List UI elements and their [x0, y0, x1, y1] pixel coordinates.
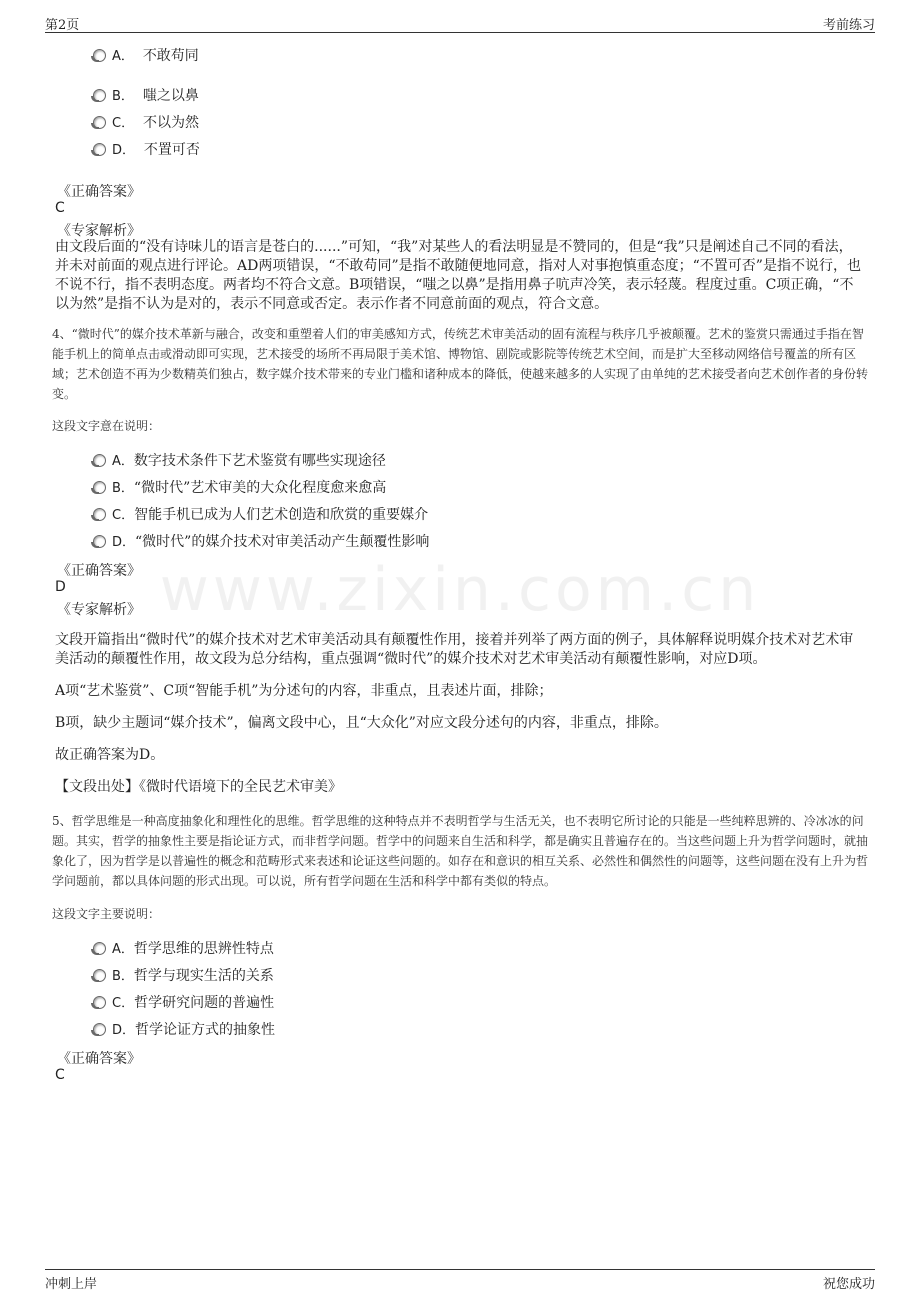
q4-answer-label: 《正确答案》: [57, 563, 141, 579]
footer-right: 祝您成功: [822, 1277, 875, 1292]
radio-icon[interactable]: [93, 89, 106, 102]
q4-option-a[interactable]: A．数字技术条件下艺术鉴赏有哪些实现途径: [93, 451, 386, 471]
radio-icon[interactable]: [93, 116, 106, 129]
q4-analysis-paragraph: 文段开篇指出“微时代”的媒介技术对艺术审美活动具有颠覆性作用，接着并列举了两方面的例子，具体解释说明媒介技术对艺术审美活动的颠覆性作用，故文段为总分结构，重点强调“微时代”的媒介技术对艺术审美活动有颠覆性影响，对应D项。: [55, 632, 854, 667]
footer-left: 冲刺上岸: [45, 1277, 98, 1292]
q5-prompt: 这段文字主要说明：: [52, 907, 161, 921]
q5-option-d[interactable]: D．哲学论证方式的抽象性: [93, 1020, 275, 1040]
q3-option-d[interactable]: D． 不置可否: [93, 140, 200, 160]
q4-answer: D: [55, 579, 66, 595]
page-number: 第2页: [45, 18, 80, 33]
q5-answer: C: [55, 1067, 65, 1083]
q3-option-a[interactable]: A． 不敢苟同: [93, 46, 199, 66]
q4-question-text: 4、“微时代”的媒介技术革新与融合，改变和重塑着人们的审美感知方式，传统艺术审美活动的固有流程与秩序几乎被颠覆。艺术的鉴赏只需通过手指在智能手机上的简单点击或滑动即可实现，艺术接受的场所不再局限于美术馆、博物馆、剧院或影院等传统艺术空间，而是扩大至移动网络信号覆盖的所有区域；艺术创造不再为少数精英们独占，数字媒介技术带来的专业门槛和诸种成本的降低，使越来越多的人实现了由单纯的艺术接受者向艺术创作者的身份转变。: [52, 327, 869, 401]
page-header: [45, 12, 875, 33]
q3-analysis: 由文段后面的“没有诗味儿的语言是苍白的......”可知，“我”对某些人的看法明显是不赞同的，但是“我”只是阐述自己不同的看法，并未对前面的观点进行评论。AD两项错误，“不敢苟同”是指不敢随便地同意，指对人对事抱慎重态度；“不置可否”是指不说行，也不说不行，指不表明态度。两者均不符合文意。B项错误，“嗤之以鼻”是指用鼻子吭声冷笑，表示轻蔑。程度过重。C项正确，“不以为然”是指不认为是对的，表示不同意或否定。表示作者不同意前面的观点，符合文意。: [55, 239, 861, 312]
q3-answer-label: 《正确答案》: [57, 184, 141, 200]
radio-icon[interactable]: [93, 996, 106, 1009]
radio-icon[interactable]: [93, 481, 106, 494]
q3-analysis-label: 《专家解析》: [57, 223, 141, 239]
q3-answer: C: [55, 200, 65, 216]
q5-option-b[interactable]: B．哲学与现实生活的关系: [93, 966, 274, 986]
header-title: 考前练习: [822, 18, 875, 33]
q4-option-b[interactable]: B．“微时代”艺术审美的大众化程度愈来愈高: [93, 478, 386, 498]
q5-option-c[interactable]: C．哲学研究问题的普遍性: [93, 993, 274, 1013]
radio-icon[interactable]: [93, 143, 106, 156]
q4-option-c[interactable]: C．智能手机已成为人们艺术创造和欣赏的重要媒介: [93, 505, 428, 525]
q3-option-b[interactable]: B． 嗤之以鼻: [93, 86, 199, 106]
page-footer: [45, 1269, 875, 1294]
q4-analysis-paragraph: A项“艺术鉴赏”、C项“智能手机”为分述句的内容，非重点，且表述片面，排除；: [55, 683, 553, 699]
q5-answer-label: 《正确答案》: [57, 1051, 141, 1067]
q5-option-a[interactable]: A．哲学思维的思辨性特点: [93, 939, 274, 959]
q4-analysis-label: 《专家解析》: [57, 602, 141, 618]
radio-icon[interactable]: [93, 969, 106, 982]
q4-analysis-paragraph: 故正确答案为D。: [55, 747, 165, 763]
q4-analysis-paragraph: B项，缺少主题词“媒介技术”，偏离文段中心，且“大众化”对应文段分述句的内容，非重点，排除。: [55, 715, 668, 731]
q5-question-text: 5、哲学思维是一种高度抽象化和理性化的思维。哲学思维的这种特点并不表明哲学与生活无关，也不表明它所讨论的只能是一些纯粹思辨的、冷冰冰的问题。其实，哲学的抽象性主要是指论证方式，而非哲学问题。哲学中的问题来自生活和科学，都是确实且普遍存在的。当这些问题上升为哲学问题时，就抽象化了，因为哲学是以普遍性的概念和范畴形式来表述和论证这些问题的。如存在和意识的相互关系、必然性和偶然性的问题等，这些问题在没有上升为哲学问题前，都以具体问题的形式出现。可以说，所有哲学问题在生活和科学中都有类似的特点。: [52, 814, 869, 888]
radio-icon[interactable]: [93, 49, 106, 62]
radio-icon[interactable]: [93, 1023, 106, 1036]
q4-prompt: 这段文字意在说明：: [52, 419, 161, 433]
q4-option-d[interactable]: D．“微时代”的媒介技术对审美活动产生颠覆性影响: [93, 532, 429, 552]
q3-option-c[interactable]: C． 不以为然: [93, 113, 199, 133]
q4-source: 【文段出处】《微时代语境下的全民艺术审美》: [55, 779, 342, 795]
radio-icon[interactable]: [93, 535, 106, 548]
radio-icon[interactable]: [93, 454, 106, 467]
radio-icon[interactable]: [93, 508, 106, 521]
radio-icon[interactable]: [93, 942, 106, 955]
watermark: www.zixin.com.cn: [159, 555, 761, 625]
